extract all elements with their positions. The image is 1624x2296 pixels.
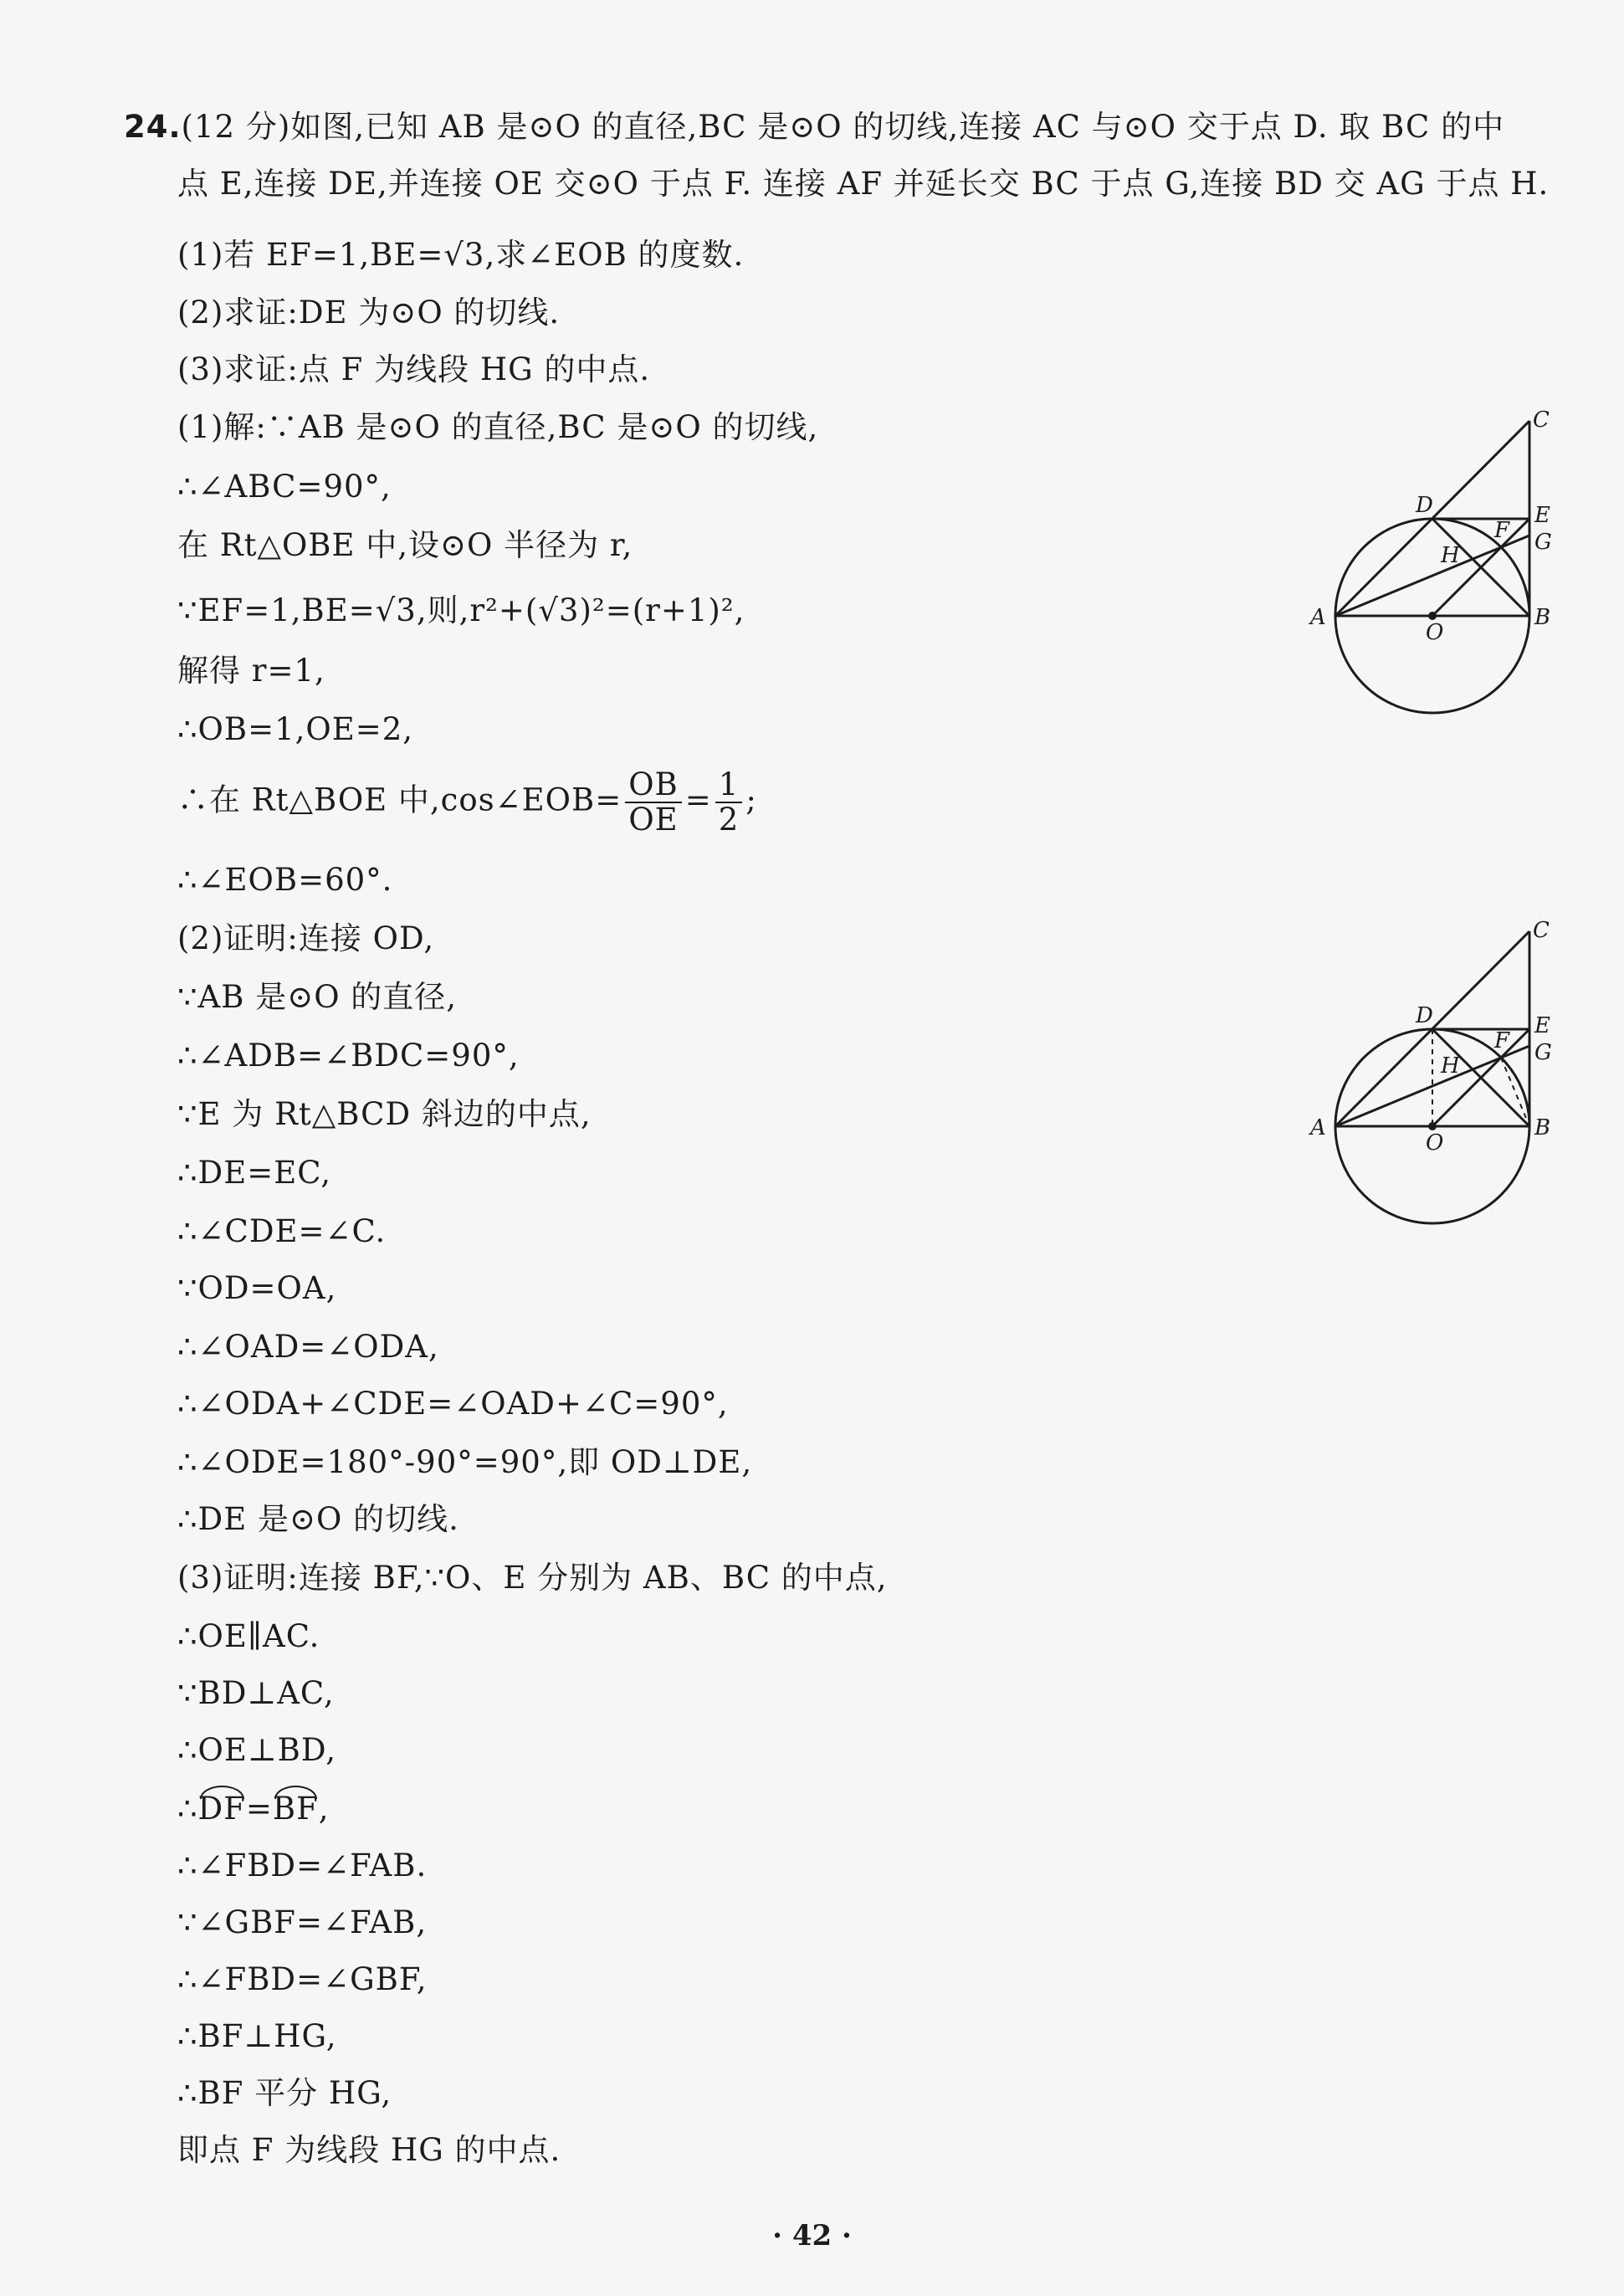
label-a: A — [1310, 605, 1326, 630]
label-a: A — [1310, 1115, 1326, 1140]
arc-bf: BF — [272, 1791, 319, 1827]
geometry-figure-1 — [1297, 397, 1573, 735]
solution2-line-2: ∵AB 是⊙O 的直径, — [177, 979, 458, 1015]
question-number: 24. — [124, 109, 182, 145]
equals-sign: = — [684, 782, 712, 818]
solution3-line-3: ∵BD⊥AC, — [177, 1675, 335, 1711]
label-h: H — [1441, 1053, 1460, 1079]
solution3-line-9: ∴BF⊥HG, — [177, 2018, 337, 2054]
solution1-line-8: ∴∠EOB=60°. — [177, 862, 393, 898]
solution2-line-6: ∴∠CDE=∠C. — [177, 1213, 387, 1249]
solution1-line-3: 在 Rt△OBE 中,设⊙O 半径为 r, — [177, 527, 633, 563]
fraction-denominator: OE — [628, 802, 679, 838]
solution2-line-8: ∴∠OAD=∠ODA, — [177, 1329, 439, 1365]
solution3-line-5 — [177, 1791, 330, 1827]
label-g: G — [1534, 1040, 1552, 1065]
label-d: D — [1416, 1003, 1433, 1028]
subquestion-2: (2)求证:DE 为⊙O 的切线. — [177, 295, 561, 331]
solution2-line-9: ∴∠ODA+∠CDE=∠OAD+∠C=90°, — [177, 1386, 729, 1422]
problem-text-1: (12 分)如图,已知 AB 是⊙O 的直径,BC 是⊙O 的切线,连接 AC 与⊙O 交于点 D. 取 BC 的中 — [181, 109, 1505, 145]
geometry-figure-2 — [1297, 908, 1573, 1246]
label-d: D — [1416, 493, 1433, 518]
page-number: · 42 · — [772, 2219, 852, 2252]
solution2-line-5: ∴DE=EC, — [177, 1155, 331, 1191]
figure-2-svg — [1297, 908, 1573, 1243]
solution2-line-3: ∴∠ADB=∠BDC=90°, — [177, 1038, 520, 1074]
solution1-line-4: ∵EF=1,BE=√3,则,r²+(√3)²=(r+1)², — [177, 592, 745, 628]
fraction-denominator: 2 — [718, 802, 740, 838]
solution3-line-2: ∴OE∥AC. — [177, 1618, 320, 1654]
figure-1-svg — [1297, 397, 1573, 732]
solution1-line-7 — [177, 768, 757, 837]
solution3-line-8: ∴∠FBD=∠GBF, — [177, 1961, 428, 1997]
arc-df: DF — [197, 1791, 246, 1827]
solution1-line-6: ∴OB=1,OE=2, — [177, 711, 414, 747]
solution1-line-2: ∴∠ABC=90°, — [177, 469, 392, 505]
solution3-line-6: ∴∠FBD=∠FAB. — [177, 1848, 428, 1883]
problem-line-1 — [124, 109, 1504, 146]
solution1-line-1: (1)解:∵AB 是⊙O 的直径,BC 是⊙O 的切线, — [177, 409, 819, 445]
label-g: G — [1534, 530, 1552, 555]
label-e: E — [1534, 503, 1550, 528]
dashed-segment-bf — [1501, 1058, 1529, 1126]
comma: , — [318, 1791, 330, 1827]
label-e: E — [1534, 1013, 1550, 1038]
label-b: B — [1534, 605, 1551, 630]
solution2-line-10: ∴∠ODE=180°-90°=90°,即 OD⊥DE, — [177, 1444, 753, 1480]
equals-sign: = — [245, 1791, 273, 1827]
fraction-numerator: OB — [625, 768, 682, 803]
subquestion-1: (1)若 EF=1,BE=√3,求∠EOB 的度数. — [177, 237, 745, 273]
solution3-line-4: ∴OE⊥BD, — [177, 1732, 336, 1768]
subquestion-3: (3)求证:点 F 为线段 HG 的中点. — [177, 351, 651, 387]
solution2-line-11: ∴DE 是⊙O 的切线. — [177, 1501, 459, 1537]
label-c: C — [1533, 407, 1550, 433]
solution2-line-1: (2)证明:连接 OD, — [177, 920, 435, 956]
label-f: F — [1494, 1028, 1510, 1053]
label-o: O — [1426, 1130, 1444, 1156]
fraction-numerator: 1 — [715, 768, 743, 803]
label-c: C — [1533, 918, 1550, 943]
solution2-line-7: ∵OD=OA, — [177, 1270, 337, 1306]
fraction-one-half — [715, 768, 743, 837]
solution3-line-1: (3)证明:连接 BF,∵O、E 分别为 AB、BC 的中点, — [177, 1560, 888, 1596]
label-f: F — [1494, 518, 1510, 543]
solution3-line-10: ∴BF 平分 HG, — [177, 2075, 392, 2111]
label-h: H — [1441, 543, 1460, 568]
solution2-line-4: ∵E 为 Rt△BCD 斜边的中点, — [177, 1096, 592, 1132]
solution1-line-5: 解得 r=1, — [177, 653, 325, 689]
cos-prefix: ∴在 Rt△BOE 中,cos∠EOB= — [177, 782, 622, 818]
fraction-ob-oe — [625, 768, 682, 837]
label-o: O — [1426, 620, 1444, 645]
solution3-line-11: 即点 F 为线段 HG 的中点. — [177, 2132, 561, 2168]
label-b: B — [1534, 1115, 1551, 1140]
solution3-line-7: ∵∠GBF=∠FAB, — [177, 1904, 428, 1940]
problem-line-2: 点 E,连接 DE,并连接 OE 交⊙O 于点 F. 连接 AF 并延长交 BC 于点 G,连接 BD 交 AG 于点 H. — [177, 166, 1550, 202]
center-point — [1428, 612, 1437, 620]
center-point — [1428, 1122, 1437, 1130]
semicolon: ; — [745, 782, 757, 818]
therefore-sign: ∴ — [177, 1791, 198, 1827]
